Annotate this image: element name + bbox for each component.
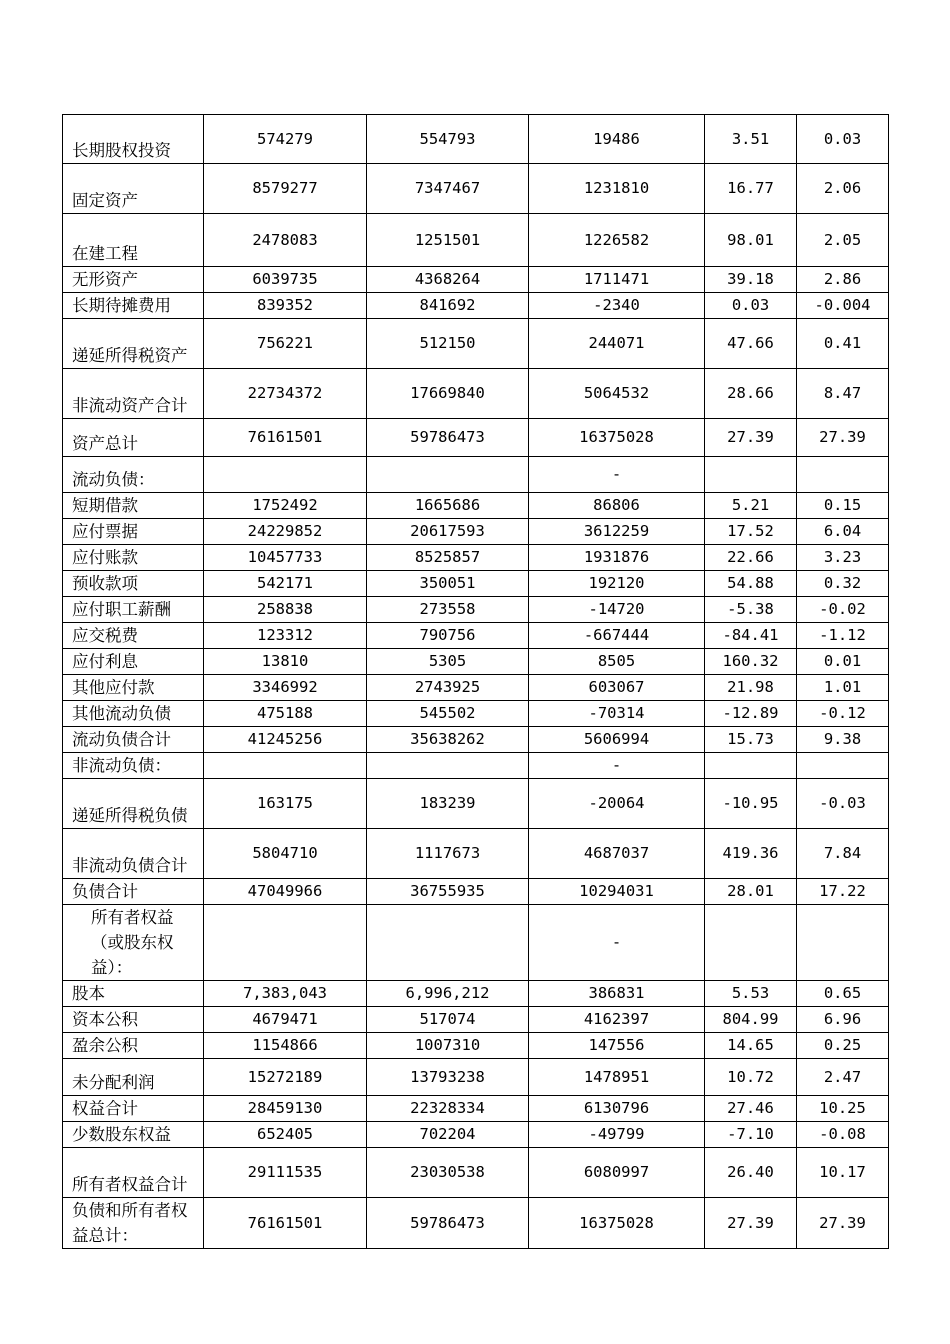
share-change-cell: 17.22 [797, 879, 889, 905]
change-rate-cell: 160.32 [705, 649, 797, 675]
table-row [63, 571, 889, 597]
change-rate-cell [705, 457, 797, 493]
change-rate-cell: -84.41 [705, 623, 797, 649]
value-previous-cell: 7347467 [367, 164, 529, 214]
change-rate-cell: 39.18 [705, 267, 797, 293]
table-row [63, 1007, 889, 1033]
value-current-cell [204, 457, 367, 493]
change-rate-cell: 47.66 [705, 319, 797, 369]
table-row [63, 1198, 889, 1249]
value-previous-cell: 22328334 [367, 1096, 529, 1122]
share-change-cell: 6.04 [797, 519, 889, 545]
value-current-cell: 652405 [204, 1122, 367, 1148]
item-name-cell: 预收款项 [63, 571, 204, 597]
share-change-cell: -0.004 [797, 293, 889, 319]
share-change-cell: 27.39 [797, 419, 889, 457]
change-rate-cell: 27.39 [705, 1198, 797, 1249]
share-change-cell: 3.23 [797, 545, 889, 571]
change-amount-cell: 19486 [529, 115, 705, 164]
table-row [63, 597, 889, 623]
value-previous-cell: 517074 [367, 1007, 529, 1033]
change-rate-cell: 22.66 [705, 545, 797, 571]
share-change-cell: 0.41 [797, 319, 889, 369]
change-rate-cell: 14.65 [705, 1033, 797, 1059]
item-name-cell: 在建工程 [63, 214, 204, 267]
change-rate-cell: -5.38 [705, 597, 797, 623]
value-current-cell: 3346992 [204, 675, 367, 701]
share-change-cell: 6.96 [797, 1007, 889, 1033]
change-amount-cell: 4162397 [529, 1007, 705, 1033]
table-row [63, 519, 889, 545]
value-current-cell: 15272189 [204, 1059, 367, 1096]
table-row [63, 319, 889, 369]
value-previous-cell: 20617593 [367, 519, 529, 545]
value-previous-cell: 2743925 [367, 675, 529, 701]
value-previous-cell: 17669840 [367, 369, 529, 419]
item-name-cell: 负债和所有者权益总计： [63, 1198, 204, 1249]
table-row [63, 1148, 889, 1198]
share-change-cell: 0.03 [797, 115, 889, 164]
share-change-cell: 2.06 [797, 164, 889, 214]
change-amount-cell: -49799 [529, 1122, 705, 1148]
value-current-cell: 28459130 [204, 1096, 367, 1122]
table-row [63, 905, 889, 981]
change-rate-cell: 804.99 [705, 1007, 797, 1033]
change-amount-cell: 4687037 [529, 829, 705, 879]
table-row [63, 981, 889, 1007]
value-current-cell: 475188 [204, 701, 367, 727]
change-rate-cell: 28.01 [705, 879, 797, 905]
change-amount-cell: 5606994 [529, 727, 705, 753]
change-rate-cell: -7.10 [705, 1122, 797, 1148]
change-rate-cell [705, 905, 797, 981]
value-current-cell: 163175 [204, 779, 367, 829]
value-current-cell: 29111535 [204, 1148, 367, 1198]
share-change-cell: -1.12 [797, 623, 889, 649]
table-row [63, 829, 889, 879]
value-current-cell: 47049966 [204, 879, 367, 905]
item-name-cell: 所有者权益（或股东权益）： [63, 905, 204, 981]
change-rate-cell: 0.03 [705, 293, 797, 319]
table-row [63, 1096, 889, 1122]
share-change-cell: 8.47 [797, 369, 889, 419]
value-current-cell: 5804710 [204, 829, 367, 879]
item-name-cell: 资本公积 [63, 1007, 204, 1033]
item-name-cell: 股本 [63, 981, 204, 1007]
share-change-cell: 2.05 [797, 214, 889, 267]
value-current-cell [204, 905, 367, 981]
item-name-cell: 长期待摊费用 [63, 293, 204, 319]
table-row [63, 701, 889, 727]
table-row [63, 649, 889, 675]
share-change-cell: -0.03 [797, 779, 889, 829]
item-name-cell: 其他流动负债 [63, 701, 204, 727]
share-change-cell: 0.32 [797, 571, 889, 597]
change-amount-cell: -20064 [529, 779, 705, 829]
change-amount-cell: 3612259 [529, 519, 705, 545]
change-amount-cell: 16375028 [529, 1198, 705, 1249]
item-name-cell: 应付票据 [63, 519, 204, 545]
item-name-cell: 权益合计 [63, 1096, 204, 1122]
share-change-cell [797, 905, 889, 981]
change-amount-cell: 192120 [529, 571, 705, 597]
value-previous-cell: 13793238 [367, 1059, 529, 1096]
value-current-cell: 10457733 [204, 545, 367, 571]
value-current-cell: 1752492 [204, 493, 367, 519]
share-change-cell: 7.84 [797, 829, 889, 879]
value-previous-cell: 1117673 [367, 829, 529, 879]
value-current-cell: 756221 [204, 319, 367, 369]
item-name-cell: 资产总计 [63, 419, 204, 457]
change-amount-cell: 10294031 [529, 879, 705, 905]
share-change-cell: 0.25 [797, 1033, 889, 1059]
value-current-cell: 258838 [204, 597, 367, 623]
value-previous-cell: 6,996,212 [367, 981, 529, 1007]
change-rate-cell: 10.72 [705, 1059, 797, 1096]
value-previous-cell: 1007310 [367, 1033, 529, 1059]
value-previous-cell: 273558 [367, 597, 529, 623]
balance-sheet-comparison-table [62, 114, 889, 1249]
value-previous-cell: 1665686 [367, 493, 529, 519]
value-previous-cell: 59786473 [367, 419, 529, 457]
table-row [63, 779, 889, 829]
item-name-cell: 盈余公积 [63, 1033, 204, 1059]
value-previous-cell: 23030538 [367, 1148, 529, 1198]
item-name-cell: 未分配利润 [63, 1059, 204, 1096]
value-current-cell: 76161501 [204, 419, 367, 457]
item-name-cell: 少数股东权益 [63, 1122, 204, 1148]
item-name-cell: 应付账款 [63, 545, 204, 571]
value-previous-cell: 35638262 [367, 727, 529, 753]
item-name-cell: 应付利息 [63, 649, 204, 675]
value-previous-cell: 554793 [367, 115, 529, 164]
share-change-cell: -0.08 [797, 1122, 889, 1148]
table-row [63, 727, 889, 753]
value-current-cell: 8579277 [204, 164, 367, 214]
item-name-cell: 非流动资产合计 [63, 369, 204, 419]
item-name-cell: 应交税费 [63, 623, 204, 649]
change-amount-cell: 244071 [529, 319, 705, 369]
change-amount-cell: 16375028 [529, 419, 705, 457]
change-rate-cell: 16.77 [705, 164, 797, 214]
table-row [63, 753, 889, 779]
share-change-cell: 0.01 [797, 649, 889, 675]
value-previous-cell: 841692 [367, 293, 529, 319]
change-rate-cell: 5.53 [705, 981, 797, 1007]
table-row [63, 369, 889, 419]
change-amount-cell: 86806 [529, 493, 705, 519]
change-amount-cell: 386831 [529, 981, 705, 1007]
value-current-cell: 542171 [204, 571, 367, 597]
item-name-cell: 短期借款 [63, 493, 204, 519]
value-previous-cell: 512150 [367, 319, 529, 369]
item-name-cell: 长期股权投资 [63, 115, 204, 164]
value-current-cell: 574279 [204, 115, 367, 164]
value-previous-cell: 350051 [367, 571, 529, 597]
share-change-cell: 2.86 [797, 267, 889, 293]
table-row [63, 214, 889, 267]
value-previous-cell: 59786473 [367, 1198, 529, 1249]
change-rate-cell: -12.89 [705, 701, 797, 727]
share-change-cell: 0.15 [797, 493, 889, 519]
change-amount-cell: 1931876 [529, 545, 705, 571]
share-change-cell: 10.17 [797, 1148, 889, 1198]
value-current-cell: 123312 [204, 623, 367, 649]
share-change-cell [797, 753, 889, 779]
item-name-cell: 其他应付款 [63, 675, 204, 701]
value-current-cell: 4679471 [204, 1007, 367, 1033]
table-body [63, 115, 889, 1249]
share-change-cell: 1.01 [797, 675, 889, 701]
table-row [63, 675, 889, 701]
table-row [63, 1122, 889, 1148]
share-change-cell: 2.47 [797, 1059, 889, 1096]
change-rate-cell: 17.52 [705, 519, 797, 545]
table-row [63, 267, 889, 293]
change-amount-cell: -2340 [529, 293, 705, 319]
value-current-cell: 41245256 [204, 727, 367, 753]
change-rate-cell: 98.01 [705, 214, 797, 267]
change-amount-cell: - [529, 753, 705, 779]
change-amount-cell: -667444 [529, 623, 705, 649]
value-previous-cell: 8525857 [367, 545, 529, 571]
change-amount-cell: 1711471 [529, 267, 705, 293]
change-amount-cell: -14720 [529, 597, 705, 623]
value-previous-cell: 5305 [367, 649, 529, 675]
change-rate-cell: 28.66 [705, 369, 797, 419]
table-row [63, 115, 889, 164]
item-name-cell: 所有者权益合计 [63, 1148, 204, 1198]
change-rate-cell: 5.21 [705, 493, 797, 519]
change-amount-cell: 1231810 [529, 164, 705, 214]
change-amount-cell: 8505 [529, 649, 705, 675]
value-previous-cell [367, 905, 529, 981]
change-rate-cell: 21.98 [705, 675, 797, 701]
change-rate-cell [705, 753, 797, 779]
value-current-cell: 76161501 [204, 1198, 367, 1249]
change-rate-cell: 3.51 [705, 115, 797, 164]
item-name-cell: 非流动负债： [63, 753, 204, 779]
table-row [63, 1033, 889, 1059]
value-previous-cell: 702204 [367, 1122, 529, 1148]
item-name-cell: 应付职工薪酬 [63, 597, 204, 623]
table-row [63, 1059, 889, 1096]
share-change-cell: 10.25 [797, 1096, 889, 1122]
share-change-cell [797, 457, 889, 493]
value-previous-cell: 1251501 [367, 214, 529, 267]
value-previous-cell [367, 753, 529, 779]
item-name-cell: 流动负债合计 [63, 727, 204, 753]
change-amount-cell: 147556 [529, 1033, 705, 1059]
table-row [63, 164, 889, 214]
value-previous-cell: 790756 [367, 623, 529, 649]
item-name-cell: 无形资产 [63, 267, 204, 293]
value-current-cell: 7,383,043 [204, 981, 367, 1007]
change-rate-cell: 15.73 [705, 727, 797, 753]
table-row [63, 419, 889, 457]
table-row [63, 879, 889, 905]
table-row [63, 493, 889, 519]
change-rate-cell: -10.95 [705, 779, 797, 829]
change-rate-cell: 419.36 [705, 829, 797, 879]
value-current-cell: 1154866 [204, 1033, 367, 1059]
value-previous-cell: 183239 [367, 779, 529, 829]
share-change-cell: 27.39 [797, 1198, 889, 1249]
item-name-cell: 固定资产 [63, 164, 204, 214]
value-previous-cell: 4368264 [367, 267, 529, 293]
table-row [63, 545, 889, 571]
value-current-cell: 22734372 [204, 369, 367, 419]
value-current-cell: 6039735 [204, 267, 367, 293]
item-name-cell: 递延所得税负债 [63, 779, 204, 829]
change-rate-cell: 27.46 [705, 1096, 797, 1122]
change-amount-cell: 1478951 [529, 1059, 705, 1096]
table-row [63, 457, 889, 493]
share-change-cell: -0.12 [797, 701, 889, 727]
value-previous-cell: 545502 [367, 701, 529, 727]
share-change-cell: 0.65 [797, 981, 889, 1007]
change-rate-cell: 27.39 [705, 419, 797, 457]
value-current-cell: 13810 [204, 649, 367, 675]
value-current-cell: 839352 [204, 293, 367, 319]
item-name-cell: 负债合计 [63, 879, 204, 905]
change-amount-cell: - [529, 905, 705, 981]
change-rate-cell: 26.40 [705, 1148, 797, 1198]
item-name-cell: 流动负债： [63, 457, 204, 493]
change-amount-cell: -70314 [529, 701, 705, 727]
change-amount-cell: 5064532 [529, 369, 705, 419]
table-row [63, 293, 889, 319]
change-amount-cell: 603067 [529, 675, 705, 701]
share-change-cell: -0.02 [797, 597, 889, 623]
change-amount-cell: 6080997 [529, 1148, 705, 1198]
value-current-cell: 24229852 [204, 519, 367, 545]
change-amount-cell: 1226582 [529, 214, 705, 267]
change-rate-cell: 54.88 [705, 571, 797, 597]
change-amount-cell: 6130796 [529, 1096, 705, 1122]
share-change-cell: 9.38 [797, 727, 889, 753]
item-name-cell: 非流动负债合计 [63, 829, 204, 879]
value-current-cell [204, 753, 367, 779]
item-name-cell: 递延所得税资产 [63, 319, 204, 369]
value-previous-cell [367, 457, 529, 493]
table-row [63, 623, 889, 649]
change-amount-cell: - [529, 457, 705, 493]
value-current-cell: 2478083 [204, 214, 367, 267]
value-previous-cell: 36755935 [367, 879, 529, 905]
